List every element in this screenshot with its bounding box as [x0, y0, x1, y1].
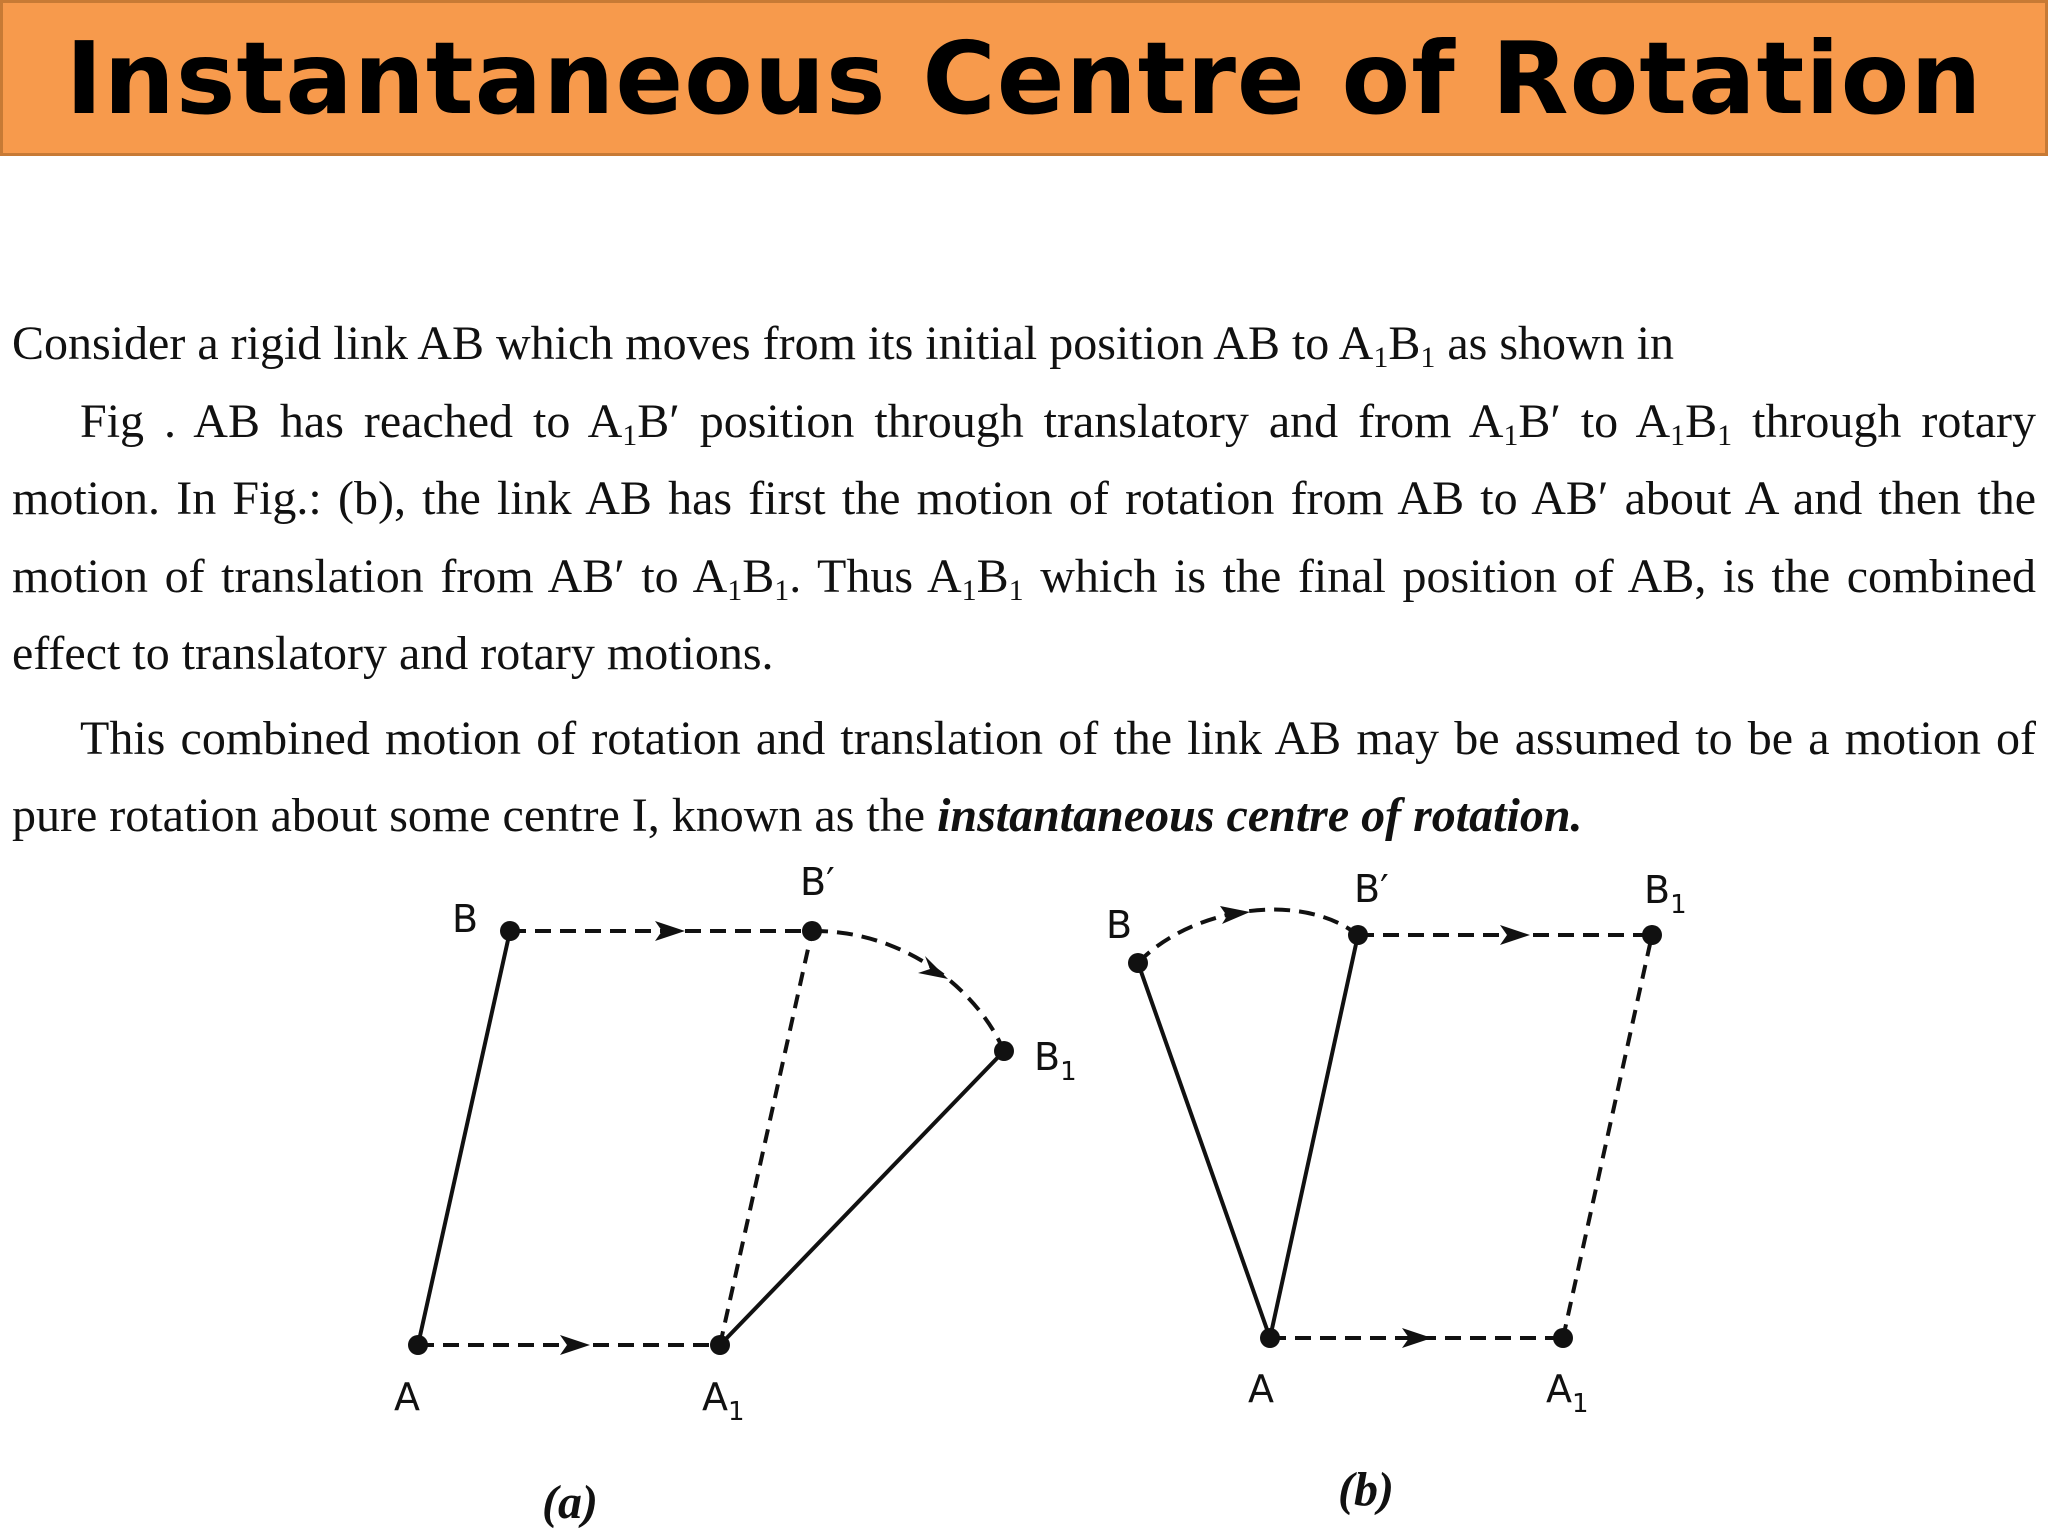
p2-emphasis: instantaneous centre of rotation. — [937, 789, 1583, 842]
fig-b-arrow-top — [1500, 925, 1530, 945]
fig-a-label-a: A — [394, 1375, 420, 1419]
figure-b-arrows — [1220, 906, 1530, 1348]
fig-a-arrow-bottom — [560, 1335, 590, 1355]
page-title: Instantaneous Centre of Rotation — [65, 19, 1983, 137]
figure-a-labels — [394, 860, 1077, 1529]
p1-sub-2: 1 — [1420, 341, 1436, 374]
fig-a-caption: (a) — [542, 1476, 598, 1529]
fig-b-label-b1: $B_1$ — [1644, 868, 1687, 920]
fig-b-label-a1: $A_1$ — [1546, 1367, 1589, 1419]
p1-text-10: . Thus A — [789, 549, 962, 603]
fig-b-caption: (b) — [1338, 1463, 1394, 1516]
figure-a-arrows — [560, 921, 948, 1355]
fig-a-point-a1 — [710, 1335, 730, 1355]
p1-sub-1: 1 — [1373, 341, 1389, 374]
fig-b-point-b — [1128, 953, 1148, 973]
p1-text-6: B′ to A — [1518, 394, 1671, 448]
fig-b-link-ab — [1138, 963, 1270, 1338]
fig-b-label-b: B — [1106, 903, 1133, 947]
p1-text-1: Consider a rigid link AB which moves from its initial position AB to A — [12, 317, 1374, 370]
figure-b-points — [1128, 925, 1662, 1348]
figure-a — [418, 931, 1004, 1345]
fig-b-point-a1 — [1553, 1328, 1573, 1348]
fig-b-link-a1b1 — [1563, 935, 1652, 1338]
p1-text-3: as shown in — [1435, 317, 1675, 370]
fig-a-point-b1 — [994, 1041, 1014, 1061]
fig-a-point-a — [408, 1335, 428, 1355]
fig-a-point-b — [500, 921, 520, 941]
p1-sub-3: 1 — [622, 418, 638, 452]
fig-a-link-a1b1 — [720, 1051, 1004, 1345]
figure-b-labels — [1106, 867, 1687, 1516]
fig-a-link-a1bprime — [720, 931, 812, 1345]
p1-text-11: B — [976, 549, 1009, 603]
fig-a-label-bprime: B′ — [800, 860, 835, 904]
fig-b-point-b1 — [1642, 925, 1662, 945]
fig-b-link-abprime — [1270, 935, 1358, 1338]
p1-text-9: B — [742, 549, 775, 603]
fig-a-label-b1: $B_1$ — [1034, 1035, 1077, 1087]
fig-a-label-a1: $A_1$ — [702, 1375, 745, 1427]
p1-text-4: Fig . AB has reached to A — [80, 394, 623, 448]
fig-b-point-a — [1260, 1328, 1280, 1348]
p1-sub-4: 1 — [1503, 418, 1519, 452]
fig-a-point-bprime — [802, 921, 822, 941]
fig-b-label-a: A — [1248, 1367, 1274, 1411]
p1-text-12: which is the final position of AB, is the combined effect to translatory and rotary motions. — [12, 549, 2036, 680]
p1-sub-9: 1 — [961, 573, 977, 607]
p1-sub-6: 1 — [1717, 418, 1733, 452]
figure-b — [1138, 910, 1652, 1338]
p2-text: This combined motion of rotation and translation of the link AB may be assumed to be a motion of pure rotation about some centre I, known as the — [12, 711, 2036, 842]
p1-text-2: B — [1388, 317, 1421, 370]
fig-b-label-bprime: B′ — [1354, 867, 1389, 911]
p1-text-7: B — [1685, 394, 1718, 448]
p1-sub-8: 1 — [774, 573, 790, 607]
fig-a-arc-bprime-b1 — [812, 931, 1004, 1051]
fig-a-link-ab — [418, 931, 510, 1345]
p1-text-8: through rotary motion. In Fig.: (b), the link AB has first the motion of rotation from AB to AB′ about A and then the motion of translation from AB′ to A — [12, 394, 2036, 603]
p1-sub-5: 1 — [1670, 418, 1686, 452]
p1-text-5: B′ position through translatory and from A — [637, 394, 1504, 448]
fig-b-point-bprime — [1348, 925, 1368, 945]
p1-sub-7: 1 — [727, 573, 743, 607]
fig-b-arc-b-bprime — [1138, 910, 1358, 963]
p1-sub-10: 1 — [1008, 573, 1024, 607]
fig-a-label-b: B — [452, 897, 479, 941]
fig-a-arrow-top — [655, 921, 685, 941]
